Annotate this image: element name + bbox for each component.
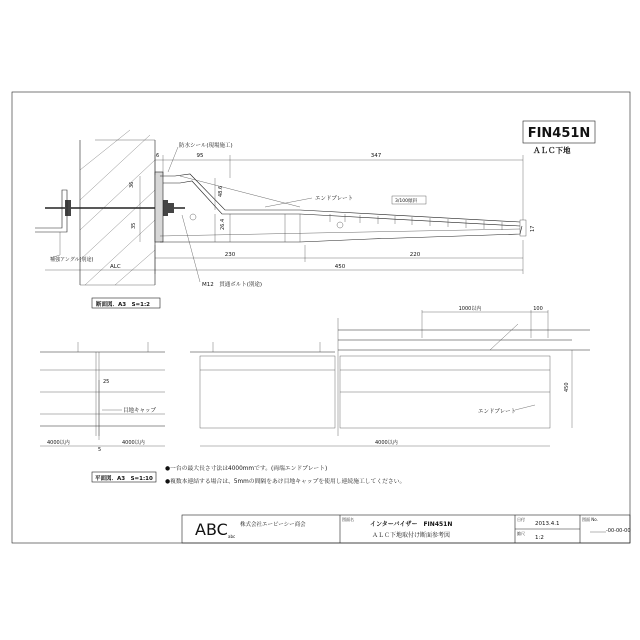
len-left: 4000以内 [47,440,70,446]
len-right: 4000以内 [122,440,145,446]
len-center: 4000以内 [375,440,398,446]
section-vertical-dims [129,176,536,242]
dim-100: 100 [533,306,543,312]
reinforcing-angle-label: 補強アングル(別途) [50,257,94,263]
plan-view-center [190,342,335,428]
drawing-name-label: 図面名 [342,517,354,522]
note-1: ●一台の最大長さ寸法は4000mmです。(両端エンドプレート) [165,466,328,472]
drawing-name-line1: インターバイザー FIN451N [370,521,453,528]
plan-view-left [40,342,165,453]
note-2: ●複数本連結する場合は、5mmの間隔をあけ目地キャップを使用し連続施工してください。 [165,479,406,485]
waterproof-seal-label: 防水シール(現場施工) [179,143,233,149]
base-label: ＡＬＣ下地 [533,146,571,155]
date-label: 日付 [517,517,525,522]
end-plate-label: エンドプレート [315,196,354,202]
dim-26-4: 26.4 [220,218,226,230]
company-logo-sub: abc [228,534,236,539]
dim-5: 5 [98,447,102,453]
scale-value: 1:2 [535,535,544,541]
reinforcing-angle [35,190,67,232]
dim-230: 230 [224,252,236,258]
date-value: 2013.4.1 [535,521,560,527]
dim-220: 220 [409,252,421,258]
dim-95: 95 [196,153,204,159]
plan-view-right [200,305,590,446]
dim-48-6: 48.6 [218,185,224,197]
dim-25: 25 [103,379,110,385]
dim-450-plan: 450 [564,382,570,392]
drawing-no-label: 図面 No. [582,517,598,522]
dim-35: 35 [131,222,137,229]
alc-label: ALC [110,264,121,270]
dim-6: 6 [156,153,160,159]
slope-label: 3/100傾斜 [395,199,417,204]
section-view [35,130,536,308]
dim-1000: 1000以内 [458,306,482,312]
joint-cap-label: 目地キャップ [123,408,157,414]
section-top-dims [155,153,523,220]
section-annotations [50,141,426,288]
company-name: 株式会社エービーシー商会 [240,522,306,528]
dim-347: 347 [370,153,382,159]
plan-end-plate-label: エンドプレート [478,409,517,415]
company-logo: ABC [195,520,228,539]
plan-view-label: 平面図．A3 S=1:10 [95,476,153,482]
title-block [182,515,631,543]
model-title: FIN451N [527,126,591,141]
drawing-no-value: -00-00-00 [606,528,631,534]
dim-450: 450 [334,264,346,270]
bolt-label: M12 貫通ボルト(別途) [202,282,263,288]
drawing-name-line2: ＡＬＣ下地取付け断面参考図 [372,532,451,539]
section-view-label: 断面図．A3 S=1:2 [96,302,151,308]
dim-36: 36 [129,181,135,188]
visor-profile [155,172,526,242]
model-title-box [523,121,595,155]
scale-label: 縮尺 [517,531,525,536]
section-bottom-dims [45,240,523,274]
dim-17: 17 [530,225,536,232]
